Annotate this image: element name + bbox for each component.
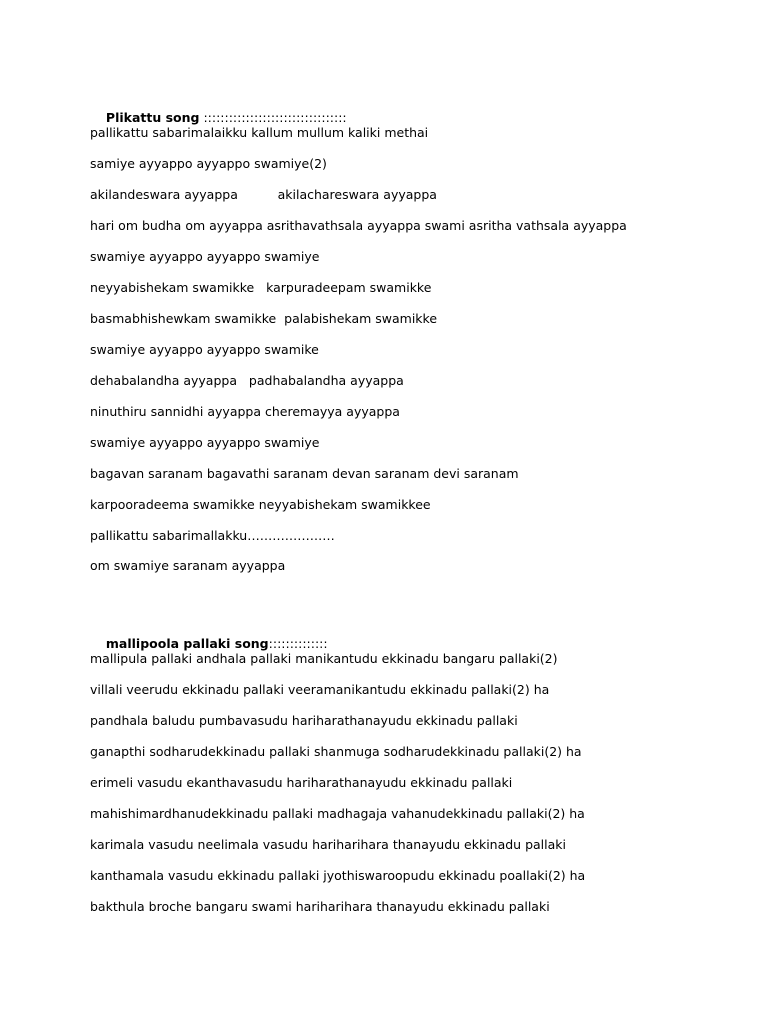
- song1-line-12: bagavan saranam bagavathi saranam devan saranam devi saranam: [90, 466, 519, 481]
- song1-line-2: samiye ayyappo ayyappo swamiye(2): [90, 156, 327, 171]
- song1-line-4: hari om budha om ayyappa asrithavathsala ayyappa swami asritha vathsala ayyappa: [90, 218, 627, 233]
- song1-line-15: om swamiye saranam ayyappa: [90, 558, 286, 573]
- song2-line-9: bakthula broche bangaru swami hariharihara thanayudu ekkinadu pallaki: [90, 899, 550, 914]
- song2-title-suffix: ::::::::::::::: [268, 636, 328, 651]
- song2-line-8: kanthamala vasudu ekkinadu pallaki jyothiswaroopudu ekkinadu poallaki(2) ha: [90, 868, 586, 883]
- song2-line-6: mahishimardhanudekkinadu pallaki madhagaja vahanudekkinadu pallaki(2) ha: [90, 806, 585, 821]
- song2-line-3: pandhala baludu pumbavasudu hariharathanayudu ekkinadu pallaki: [90, 713, 518, 728]
- song2-line-1: mallipula pallaki andhala pallaki manikantudu ekkinadu bangaru pallaki(2): [90, 651, 558, 666]
- song1-line-3: akilandeswara ayyappa akilachareswara ayyappa: [90, 187, 437, 202]
- song1-line-10: ninuthiru sannidhi ayyappa cheremayya ayyappa: [90, 404, 400, 419]
- song2-line-2: villali veerudu ekkinadu pallaki veeramanikantudu ekkinadu pallaki(2) ha: [90, 682, 550, 697]
- song2-line-4: ganapthi sodharudekkinadu pallaki shanmuga sodharudekkinadu pallaki(2) ha: [90, 744, 582, 759]
- song1-line-9: dehabalandha ayyappa padhabalandha ayyappa: [90, 373, 404, 388]
- song1-line-1: pallikattu sabarimalaikku kallum mullum kaliki methai: [90, 125, 429, 140]
- song1-line-5: swamiye ayyappo ayyappo swamiye: [90, 249, 320, 264]
- song1-title-suffix: ::::::::::::::::::::::::::::::::::: [199, 110, 347, 125]
- song2-line-5: erimeli vasudu ekanthavasudu hariharathanayudu ekkinadu pallaki: [90, 775, 513, 790]
- song1-line-8: swamiye ayyappo ayyappo swamike: [90, 342, 319, 357]
- song1-line-7: basmabhishewkam swamikke palabishekam swamikke: [90, 311, 438, 326]
- song1-line-13: karpooradeema swamikke neyyabishekam swamikkee: [90, 497, 431, 512]
- song1-line-14: pallikattu sabarimallakku…………………: [90, 528, 335, 543]
- song1-line-11: swamiye ayyappo ayyappo swamiye: [90, 435, 320, 450]
- song2-title: mallipoola pallaki song: [105, 636, 269, 651]
- song1-line-6: neyyabishekam swamikke karpuradeepam swamikke: [90, 280, 432, 295]
- song2-line-7: karimala vasudu neelimala vasudu hariharihara thanayudu ekkinadu pallaki: [90, 837, 566, 852]
- song1-title: Plikattu song: [105, 110, 200, 125]
